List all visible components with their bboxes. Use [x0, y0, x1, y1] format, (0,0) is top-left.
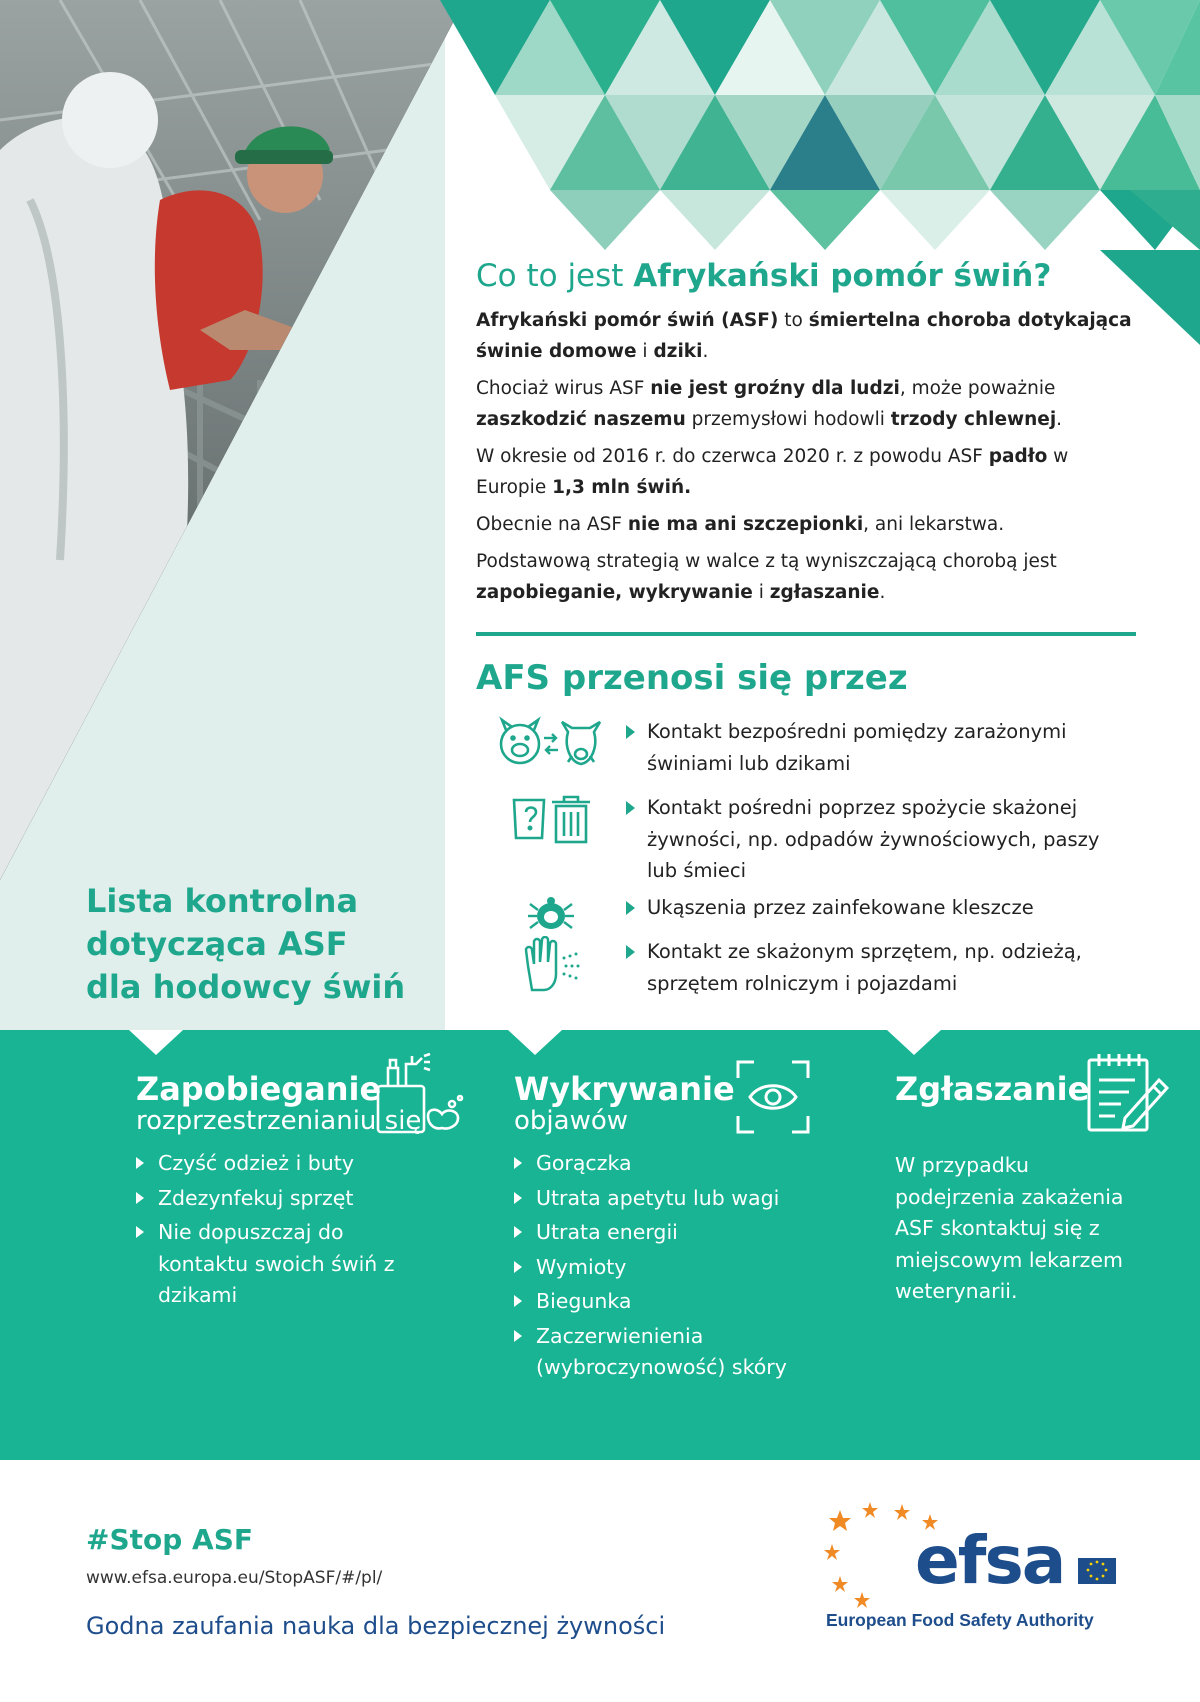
text-run: w Europie — [476, 446, 1069, 499]
transmission-list — [476, 716, 1156, 1006]
transmission-item-text: Ukąszenia przez zainfekowane kleszcze — [647, 896, 1034, 919]
text-run: Chociaż wirus ASF — [476, 378, 651, 400]
list-item — [514, 1183, 854, 1215]
prevention-column — [136, 1070, 476, 1315]
reporting-text: W przypadku podejrzenia zakażenia ASF skontaktuj się z miejscowym lekarzem weterynarii. — [895, 1153, 1124, 1303]
band-notch — [129, 1030, 183, 1055]
eye-scan-icon — [734, 1058, 812, 1140]
bullet-arrow-icon — [514, 1157, 522, 1169]
intro-paragraph — [476, 509, 1136, 540]
section-divider — [476, 632, 1136, 636]
page-title: Co to jest Afrykański pomór świń? — [476, 258, 1052, 294]
bold-run: zapobieganie, wykrywanie — [476, 582, 753, 604]
prevention-list — [136, 1148, 476, 1312]
intro-paragraph — [476, 546, 1136, 608]
bold-run: padło — [988, 446, 1048, 468]
text-run: i — [752, 582, 770, 604]
list-item — [476, 716, 1156, 792]
list-item — [136, 1183, 476, 1215]
list-item-text: Utrata energii — [536, 1220, 678, 1244]
bold-run: śmiertelna choroba dotykająca świnie domowe — [476, 310, 1132, 363]
feed-and-bin-icon — [476, 792, 626, 846]
band-notch — [887, 1030, 941, 1055]
hashtag[interactable]: #Stop ASF — [86, 1523, 254, 1556]
prevention-subtitle: rozprzestrzenianiu się — [136, 1106, 422, 1136]
detection-title: Wykrywanie — [514, 1070, 735, 1108]
list-item — [136, 1148, 476, 1180]
website-link[interactable]: www.efsa.europa.eu/StopASF/#/pl/ — [86, 1568, 383, 1588]
list-item — [136, 1217, 476, 1312]
bold-run: nie jest groźny dla ludzi — [650, 378, 900, 400]
text-run: przemysłowi hodowli — [685, 409, 891, 431]
intro-paragraphs — [476, 305, 1136, 608]
bullet-arrow-icon — [626, 801, 635, 815]
bullet-arrow-icon — [136, 1192, 144, 1204]
list-item-text: Wymioty — [536, 1254, 627, 1279]
bullet-arrow-icon — [626, 901, 635, 915]
text-run: Podstawową strategią w walce z tą wyniszczającą chorobą jest — [476, 551, 1057, 573]
text-run: . — [702, 341, 709, 363]
text-run: to — [778, 310, 809, 332]
list-item — [476, 936, 1156, 1006]
farm-workers-photo — [0, 0, 465, 880]
bullet-arrow-icon — [514, 1192, 522, 1204]
checklist-title-line: Lista kontrolna — [86, 882, 359, 920]
list-item — [514, 1148, 854, 1180]
prevention-title: Zapobieganie — [136, 1070, 382, 1108]
reporting-column — [895, 1070, 1155, 1308]
logo-subtitle: European Food Safety Authority — [826, 1610, 1094, 1630]
intro-paragraph — [476, 373, 1136, 435]
list-item — [476, 792, 1156, 892]
bold-run: nie ma ani szczepionki — [627, 514, 864, 536]
tick-icon — [476, 892, 626, 936]
bold-run: zgłaszanie — [769, 582, 880, 604]
transmission-item-text: Kontakt ze skażonym sprzętem, np. odzieżą, sprzętem rolniczym i pojazdami — [647, 940, 1082, 995]
list-item-text: Czyść odzież i buty — [158, 1151, 354, 1175]
pig-to-boar-icon — [476, 716, 626, 770]
list-item — [514, 1217, 854, 1249]
intro-paragraph — [476, 305, 1136, 367]
checklist-title-line: dla hodowcy świń — [86, 968, 406, 1006]
bold-run: trzody chlewnej — [890, 409, 1057, 431]
bullet-arrow-icon — [514, 1295, 522, 1307]
efsa-logo — [820, 1500, 1120, 1650]
list-item-text: Biegunka — [536, 1289, 632, 1313]
list-item — [514, 1252, 854, 1284]
text-run: Obecnie na ASF — [476, 514, 628, 536]
bullet-arrow-icon — [136, 1226, 144, 1238]
list-item — [514, 1321, 854, 1384]
list-item-text: Nie dopuszczaj do kontaktu swoich świń z dzikami — [158, 1220, 395, 1307]
detection-list — [514, 1148, 854, 1384]
bold-run: zaszkodzić naszemu — [476, 409, 686, 431]
bullet-arrow-icon — [514, 1226, 522, 1238]
notepad-pen-icon — [1085, 1050, 1169, 1138]
bullet-arrow-icon — [514, 1261, 522, 1273]
transmission-item-text: Kontakt bezpośredni pomiędzy zarażonymi świniami lub dzikami — [647, 720, 1067, 775]
intro-paragraph — [476, 441, 1136, 503]
list-item-text: Utrata apetytu lub wagi — [536, 1185, 780, 1210]
list-item-text: Gorączka — [536, 1151, 632, 1175]
slogan: Godna zaufania nauka dla bezpiecznej żywności — [86, 1612, 666, 1640]
reporting-title: Zgłaszanie — [895, 1070, 1090, 1108]
detection-subtitle: objawów — [514, 1106, 629, 1136]
band-notch — [508, 1030, 562, 1055]
cleaning-products-icon — [372, 1052, 468, 1144]
text-run: . — [1056, 409, 1063, 431]
bullet-arrow-icon — [626, 945, 635, 959]
list-item-text: Zdezynfekuj sprzęt — [158, 1185, 354, 1210]
text-run: , ani lekarstwa. — [863, 514, 1005, 536]
text-run: W okresie od 2016 r. do czerwca 2020 r. z powodu ASF — [476, 446, 989, 468]
bullet-arrow-icon — [514, 1330, 522, 1342]
text-run: i — [636, 341, 654, 363]
checklist-title — [86, 880, 426, 1009]
hand-spray-icon — [476, 936, 626, 994]
bullet-arrow-icon — [136, 1157, 144, 1169]
intro-section — [476, 258, 1136, 608]
bold-run: Afrykański pomór świń (ASF) — [476, 310, 779, 332]
checklist-title-line: dotycząca ASF — [86, 925, 348, 963]
transmission-title: AFS przenosi się przez — [476, 658, 908, 698]
list-item — [476, 892, 1156, 936]
bold-run: dziki — [653, 341, 703, 363]
photo-panel — [0, 0, 445, 1030]
bullet-arrow-icon — [626, 725, 635, 739]
text-run: . — [879, 582, 886, 604]
list-item — [514, 1286, 854, 1318]
logo-wordmark: efsa — [915, 1522, 1065, 1599]
transmission-item-text: Kontakt pośredni poprzez spożycie skażonej żywności, np. odpadów żywnościowych, paszy lub śmieci — [647, 796, 1100, 882]
bold-run: 1,3 mln świń. — [552, 477, 692, 499]
detection-column — [514, 1070, 854, 1387]
text-run: , może poważnie — [899, 378, 1056, 400]
list-item-text: Zaczerwienienia (wybroczynowość) skóry — [536, 1323, 787, 1379]
